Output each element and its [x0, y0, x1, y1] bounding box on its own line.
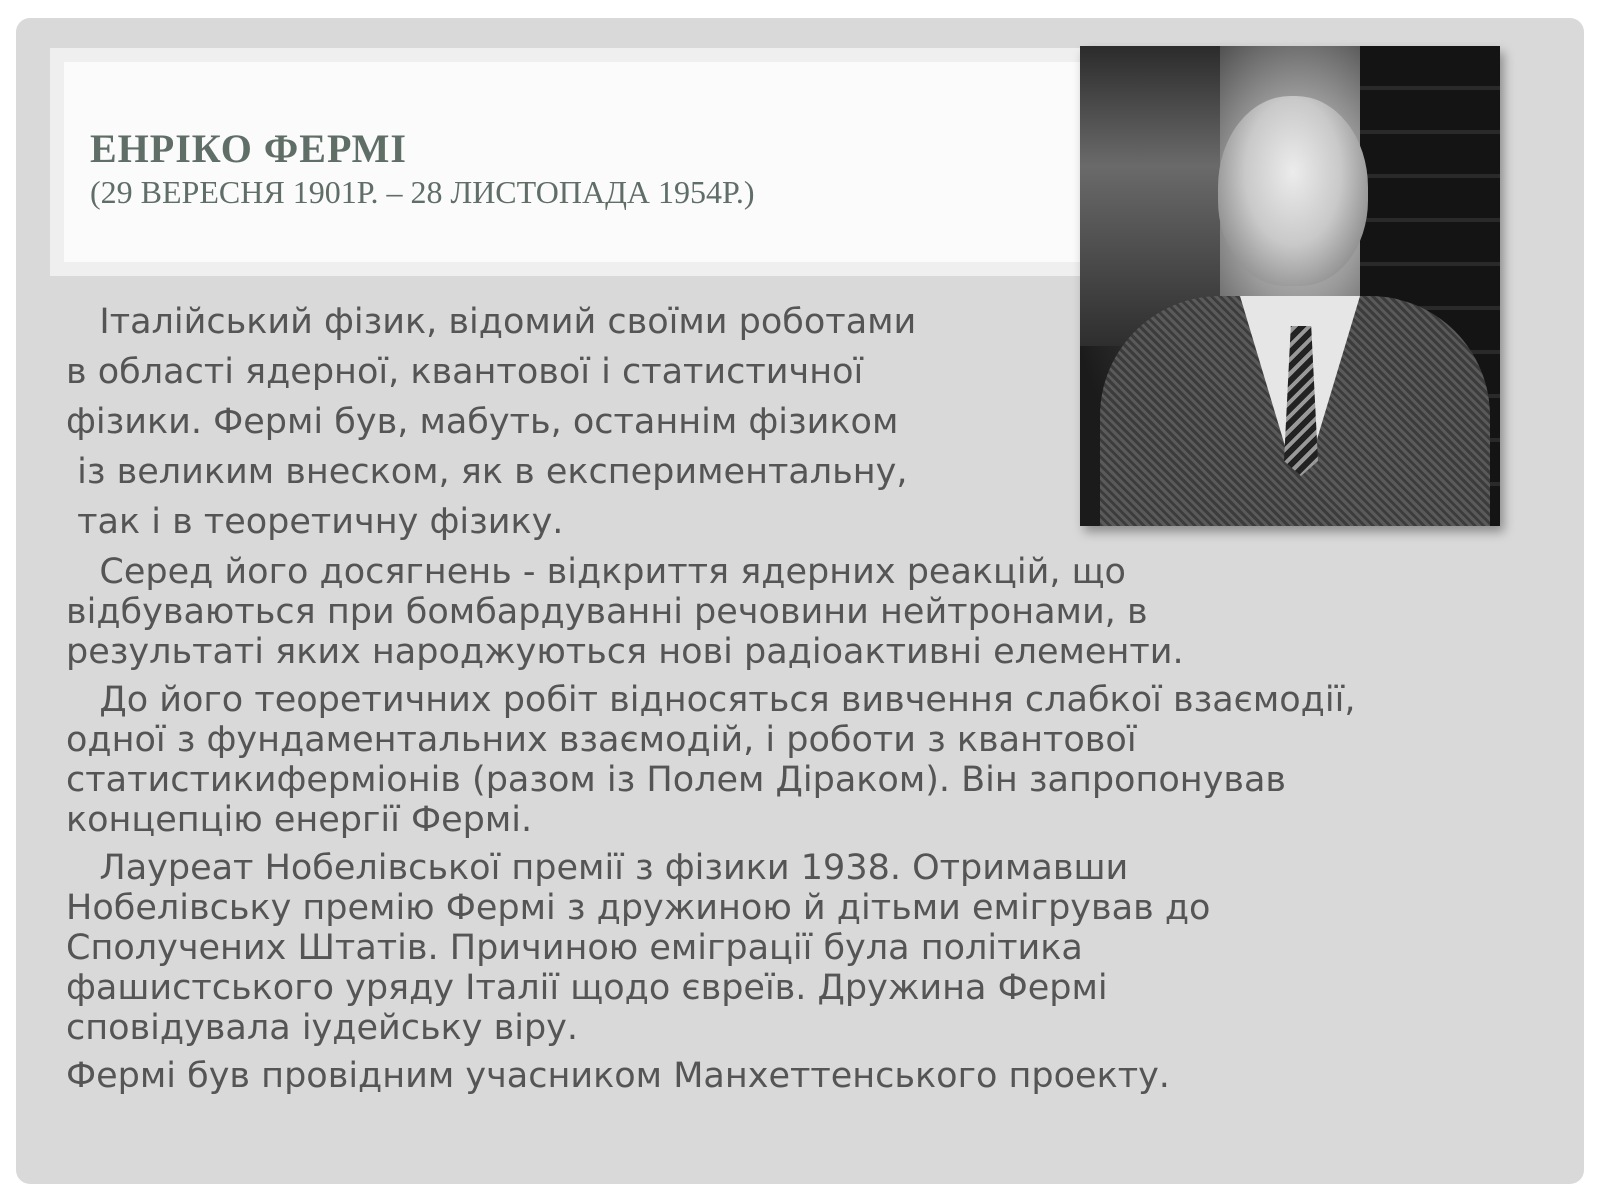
page-title: ЕНРІКО ФЕРМІ: [90, 126, 407, 171]
intro-line: фізики. Фермі був, мабуть, останнім фізиком: [66, 402, 899, 442]
manhattan-paragraph: Фермі був провідним учасником Манхеттенського проекту.: [66, 1056, 1170, 1096]
intro-line: Італійський фізик, відомий своїми роботами: [66, 302, 917, 342]
theory-paragraph: До його теоретичних робіт відносяться вивчення слабкої взаємодії, одної з фундаментальних взаємодій, і роботи з квантової статистикиферміонів (разом із Полем Діраком). Він запропонував концепцію енергії Фермі.: [66, 680, 1356, 840]
title-dates: (29 ВЕРЕСНЯ 1901Р. – 28 ЛИСТОПАДА 1954Р.): [90, 174, 755, 210]
intro-line: так і в теоретичну фізику.: [66, 502, 564, 542]
portrait-photo: [1080, 46, 1500, 526]
intro-line: із великим внеском, як в експериментальну,: [66, 452, 908, 492]
achievements-paragraph: Серед його досягнень - відкриття ядерних реакцій, що відбуваються при бомбардуванні речовини нейтронами, в результаті яких народжуються нові радіоактивні елементи.: [66, 552, 1184, 672]
intro-line: в області ядерної, квантової і статистичної: [66, 352, 864, 392]
title-block: [90, 126, 754, 212]
photo-head: [1218, 96, 1368, 286]
nobel-paragraph: Лауреат Нобелівської премії з фізики 1938. Отримавши Нобелівську премію Фермі з дружиною й дітьми емігрував до Сполучених Штатів. Причиною еміграції була політика фашистського уряду Італії щодо євреїв. Дружина Фермі сповідувала іудейську віру.: [66, 848, 1211, 1048]
